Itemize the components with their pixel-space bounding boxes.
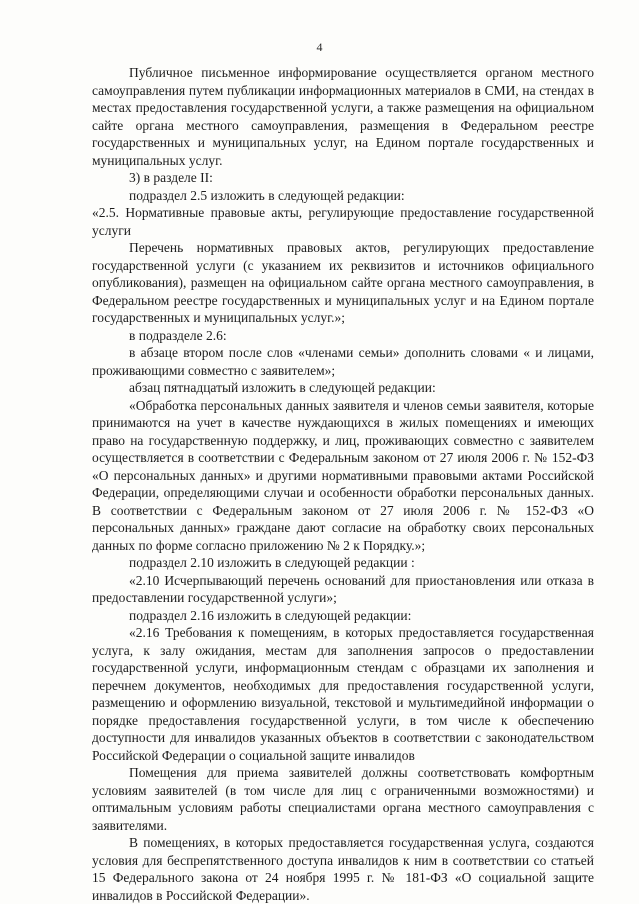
paragraph-subsection-2-5-title: «2.5. Нормативные правовые акты, регулирующие предоставление государственной услуги: [92, 205, 594, 238]
paragraph-public-informing: Публичное письменное информирование осуществляется органом местного самоуправления путем публикации информационных материалов в СМИ, на стендах в местах предоставления государственной услуги, а также размещения на официальном сайте органа местного самоуправления, размещения в Федеральном реестре государственных и муниципальных услуг, на Едином портале государственных и муниципальных услуг.: [92, 65, 594, 168]
paragraph-section-ii: 3) в разделе II:: [129, 170, 213, 185]
paragraph-subsection-2-6-intro: в подразделе 2.6:: [129, 327, 227, 343]
paragraph-personal-data: «Обработка персональных данных заявителя и членов семьи заявителя, которые принимаются на учет в качестве нуждающихся в жилых помещениях и имеющих право на государственную поддержку, и лиц, проживающих совместно с заявителем осуществляется в соответствии с Федеральным законом от 27 июля 2006 г. № 152-ФЗ «О персональных данных» и другими нормативными правовыми актами Российской Федерации, определяющими случаи и особенности обработки персональных данных. В соответствии с Федеральным законом от 27 июля 2006 г. № 152-ФЗ «О персональных данных» граждане дают согласие на обработку своих персональных данных по форме согласно приложению № 2 к Порядку.»;: [92, 397, 594, 553]
paragraph-premises-requirements: Помещения для приема заявителей должны соответствовать комфортным условиям заявителей (в том числе для лиц с ограниченными возможностями) и оптимальным условиям работы специалистами органа местного самоуправления с заявителями.: [92, 765, 594, 833]
paragraph-subsection-2-5-intro: подраздел 2.5 изложить в следующей редакции:: [129, 187, 405, 203]
document-body: [92, 64, 594, 904]
paragraph-fifteenth-intro: абзац пятнадцатый изложить в следующей редакции:: [129, 380, 436, 395]
page-number: 4: [316, 40, 323, 54]
paragraph-legal-acts-list: Перечень нормативных правовых актов, регулирующих предоставление государственной услуги (с указанием их реквизитов и источников официального опубликования), размещен на официальном сайте органа местного самоуправления, в Федеральном реестре государственных и муниципальных услуг и на Едином портале государственных и муниципальных услуг.»;: [92, 240, 594, 325]
paragraph-subsection-2-10-title: «2.10 Исчерпывающий перечень оснований для приостановления или отказа в предоставлении государственной услуги»;: [92, 572, 594, 605]
paragraph-subsection-2-16-title: «2.16 Требования к помещениям, в которых предоставляется государственная услуга, к залу ожидания, местам для заполнения запросов о предоставлении государственной услуги, информационным стендам с образцами их заполнения и перечнем документов, необходимых для предоставления государственной услуги, размещению и оформлению визуальной, текстовой и мультимедийной информации о порядке предоставления государственной услуги, в том числе к обеспечению доступности для инвалидов указанных объектов в соответствии с законодательством Российской Федерации о социальной защите инвалидов: [92, 625, 594, 763]
paragraph-family-members: в абзаце втором после слов «членами семьи» дополнить словами « и лицами, проживающими совместно с заявителем»;: [92, 345, 594, 378]
paragraph-subsection-2-16-intro: подраздел 2.16 изложить в следующей редакции:: [129, 607, 412, 623]
paragraph-accessibility: В помещениях, в которых предоставляется государственная услуга, создаются условия для беспрепятственного доступа инвалидов к ним в соответствии со статьей 15 Федерального закона от 24 ноября 1995 г. № 181-ФЗ «О социальной защите инвалидов в Российской Федерации».: [92, 835, 594, 903]
paragraph-subsection-2-10-intro: подраздел 2.10 изложить в следующей редакции :: [129, 555, 415, 570]
